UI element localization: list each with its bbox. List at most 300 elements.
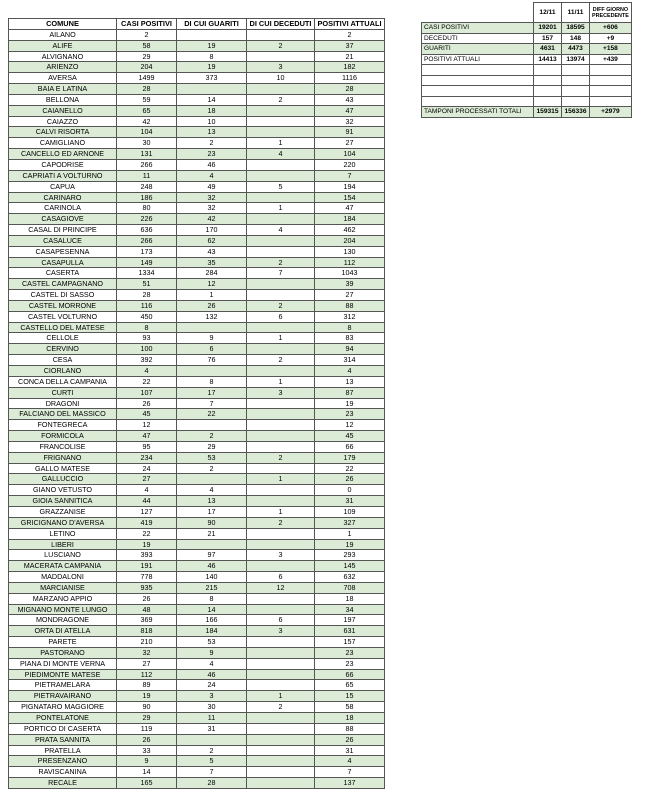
comune-cell: CASTEL CAMPAGNANO [9, 279, 117, 290]
positivi-attuali-cell: 19 [315, 539, 385, 550]
guariti-cell [177, 366, 247, 377]
positivi-attuali-cell: 66 [315, 441, 385, 452]
comune-cell: BAIA E LATINA [9, 84, 117, 95]
guariti-cell: 76 [177, 355, 247, 366]
summary-value-1 [534, 86, 562, 97]
comune-cell: CASAL DI PRINCIPE [9, 225, 117, 236]
summary-row [422, 23, 632, 34]
comune-cell: PRATELLA [9, 745, 117, 756]
table-row [9, 745, 385, 756]
guariti-cell: 32 [177, 192, 247, 203]
casi-positivi-cell: 26 [117, 734, 177, 745]
positivi-attuali-cell: 13 [315, 376, 385, 387]
comune-cell: CAIANELLO [9, 105, 117, 116]
casi-positivi-cell: 778 [117, 572, 177, 583]
comuni-table [8, 18, 385, 789]
deceduti-cell [247, 409, 315, 420]
positivi-attuali-cell: 22 [315, 463, 385, 474]
casi-positivi-cell: 58 [117, 40, 177, 51]
comune-cell: ORTA DI ATELLA [9, 626, 117, 637]
casi-positivi-cell: 419 [117, 517, 177, 528]
guariti-cell: 6 [177, 344, 247, 355]
deceduti-cell [247, 593, 315, 604]
guariti-cell: 9 [177, 333, 247, 344]
table-row [9, 322, 385, 333]
table-row [9, 387, 385, 398]
summary-value-2: 4473 [562, 44, 590, 55]
positivi-attuali-cell: 708 [315, 582, 385, 593]
summary-value-1: 157 [534, 33, 562, 44]
casi-positivi-cell: 95 [117, 441, 177, 452]
summary-diff [590, 96, 632, 107]
casi-positivi-cell: 22 [117, 528, 177, 539]
table-row [9, 539, 385, 550]
casi-positivi-cell: 191 [117, 561, 177, 572]
guariti-cell: 32 [177, 203, 247, 214]
comune-cell: CASTEL DI SASSO [9, 290, 117, 301]
table-row [9, 40, 385, 51]
casi-positivi-cell: 28 [117, 84, 177, 95]
summary-empty-row [422, 65, 632, 76]
table-row [9, 582, 385, 593]
casi-positivi-cell: 26 [117, 593, 177, 604]
positivi-attuali-cell: 28 [315, 84, 385, 95]
deceduti-cell [247, 366, 315, 377]
positivi-attuali-cell: 12 [315, 420, 385, 431]
summary-value-1 [534, 75, 562, 86]
casi-positivi-cell: 48 [117, 604, 177, 615]
guariti-cell: 26 [177, 300, 247, 311]
table-row [9, 84, 385, 95]
guariti-cell: 4 [177, 170, 247, 181]
positivi-attuali-cell: 2 [315, 29, 385, 40]
positivi-attuali-cell: 19 [315, 398, 385, 409]
table-row [9, 474, 385, 485]
casi-positivi-cell: 165 [117, 778, 177, 789]
deceduti-cell: 2 [247, 452, 315, 463]
deceduti-cell: 1 [247, 691, 315, 702]
deceduti-cell: 6 [247, 311, 315, 322]
table-row [9, 246, 385, 257]
positivi-attuali-cell: 31 [315, 745, 385, 756]
table-row [9, 528, 385, 539]
table-row [9, 723, 385, 734]
deceduti-cell [247, 485, 315, 496]
positivi-attuali-cell: 182 [315, 62, 385, 73]
comune-cell: CANCELLO ED ARNONE [9, 149, 117, 160]
casi-positivi-cell: 234 [117, 452, 177, 463]
comune-cell: LUSCIANO [9, 550, 117, 561]
comune-cell: MACERATA CAMPANIA [9, 561, 117, 572]
positivi-attuali-cell: 31 [315, 496, 385, 507]
deceduti-cell [247, 463, 315, 474]
summary-value-1 [534, 65, 562, 76]
table-row [9, 398, 385, 409]
positivi-attuali-cell: 179 [315, 452, 385, 463]
summary-value-2: 156336 [562, 107, 590, 118]
summary-label [422, 75, 534, 86]
casi-positivi-cell: 131 [117, 149, 177, 160]
casi-positivi-cell: 210 [117, 637, 177, 648]
comune-cell: PARETE [9, 637, 117, 648]
comune-cell: GIANO VETUSTO [9, 485, 117, 496]
guariti-cell: 10 [177, 116, 247, 127]
casi-positivi-cell: 266 [117, 159, 177, 170]
casi-positivi-cell: 59 [117, 94, 177, 105]
table-row [9, 235, 385, 246]
comune-cell: PIGNATARO MAGGIORE [9, 702, 117, 713]
positivi-attuali-cell: 145 [315, 561, 385, 572]
guariti-cell: 19 [177, 62, 247, 73]
comune-cell: FRIGNANO [9, 452, 117, 463]
guariti-cell: 43 [177, 246, 247, 257]
deceduti-cell [247, 290, 315, 301]
summary-diff: +158 [590, 44, 632, 55]
table-row [9, 767, 385, 778]
casi-positivi-cell: 80 [117, 203, 177, 214]
positivi-attuali-cell: 4 [315, 756, 385, 767]
table-row [9, 713, 385, 724]
table-row [9, 431, 385, 442]
table-row [9, 290, 385, 301]
casi-positivi-cell: 65 [117, 105, 177, 116]
guariti-cell: 19 [177, 40, 247, 51]
summary-value-1: 159315 [534, 107, 562, 118]
positivi-attuali-cell: 15 [315, 691, 385, 702]
table-row [9, 214, 385, 225]
deceduti-cell [247, 713, 315, 724]
comune-cell: GRICIGNANO D'AVERSA [9, 517, 117, 528]
casi-positivi-cell: 12 [117, 420, 177, 431]
guariti-cell [177, 474, 247, 485]
casi-positivi-cell: 14 [117, 767, 177, 778]
summary-row [422, 44, 632, 55]
casi-positivi-cell: 42 [117, 116, 177, 127]
table-row [9, 127, 385, 138]
positivi-attuali-cell: 327 [315, 517, 385, 528]
table-row [9, 105, 385, 116]
casi-positivi-cell: 32 [117, 647, 177, 658]
table-row [9, 756, 385, 767]
positivi-attuali-cell: 194 [315, 181, 385, 192]
casi-positivi-cell: 90 [117, 702, 177, 713]
casi-positivi-cell: 24 [117, 463, 177, 474]
summary-value-1: 4631 [534, 44, 562, 55]
comune-cell: CASTEL MORRONE [9, 300, 117, 311]
casi-positivi-cell: 44 [117, 496, 177, 507]
deceduti-cell: 1 [247, 203, 315, 214]
guariti-cell: 90 [177, 517, 247, 528]
guariti-cell: 30 [177, 702, 247, 713]
casi-positivi-cell: 392 [117, 355, 177, 366]
guariti-cell [177, 734, 247, 745]
comune-cell: DRAGONI [9, 398, 117, 409]
comune-cell: PORTICO DI CASERTA [9, 723, 117, 734]
deceduti-cell [247, 767, 315, 778]
table-row [9, 51, 385, 62]
table-row [9, 94, 385, 105]
guariti-cell [177, 29, 247, 40]
comune-cell: PIANA DI MONTE VERNA [9, 658, 117, 669]
table-row [9, 29, 385, 40]
table-row [9, 420, 385, 431]
casi-positivi-cell: 27 [117, 658, 177, 669]
summary-value-2 [562, 86, 590, 97]
comune-cell: CIORLANO [9, 366, 117, 377]
deceduti-cell [247, 539, 315, 550]
comune-cell: GIOIA SANNITICA [9, 496, 117, 507]
table-row [9, 181, 385, 192]
guariti-cell: 184 [177, 626, 247, 637]
positivi-attuali-cell: 631 [315, 626, 385, 637]
positivi-attuali-cell: 314 [315, 355, 385, 366]
comune-cell: GRAZZANISE [9, 506, 117, 517]
comune-cell: CAMIGLIANO [9, 138, 117, 149]
deceduti-cell: 7 [247, 268, 315, 279]
table-row [9, 626, 385, 637]
deceduti-cell [247, 398, 315, 409]
deceduti-cell: 1 [247, 138, 315, 149]
table-row [9, 311, 385, 322]
casi-positivi-cell: 116 [117, 300, 177, 311]
guariti-cell: 23 [177, 149, 247, 160]
comune-cell: CASTELLO DEL MATESE [9, 322, 117, 333]
positivi-attuali-cell: 26 [315, 474, 385, 485]
comune-cell: CASAPESENNA [9, 246, 117, 257]
summary-diff: +606 [590, 23, 632, 34]
positivi-attuali-cell: 112 [315, 257, 385, 268]
positivi-attuali-cell: 1043 [315, 268, 385, 279]
guariti-cell: 2 [177, 431, 247, 442]
deceduti-cell [247, 647, 315, 658]
casi-positivi-cell: 173 [117, 246, 177, 257]
deceduti-cell [247, 105, 315, 116]
deceduti-cell: 6 [247, 572, 315, 583]
deceduti-cell: 1 [247, 474, 315, 485]
guariti-cell: 373 [177, 73, 247, 84]
casi-positivi-cell: 33 [117, 745, 177, 756]
casi-positivi-cell: 107 [117, 387, 177, 398]
summary-empty-row [422, 75, 632, 86]
guariti-cell: 31 [177, 723, 247, 734]
guariti-cell [177, 420, 247, 431]
comune-cell: CARINARO [9, 192, 117, 203]
table-row [9, 506, 385, 517]
positivi-attuali-cell: 8 [315, 322, 385, 333]
guariti-cell: 49 [177, 181, 247, 192]
comune-cell: AVERSA [9, 73, 117, 84]
summary-diff [590, 75, 632, 86]
casi-positivi-cell: 45 [117, 409, 177, 420]
summary-value-2: 13974 [562, 54, 590, 65]
casi-positivi-cell: 19 [117, 539, 177, 550]
positivi-attuali-cell: 91 [315, 127, 385, 138]
deceduti-cell: 2 [247, 40, 315, 51]
guariti-cell: 13 [177, 496, 247, 507]
table-row [9, 257, 385, 268]
table-row [9, 333, 385, 344]
guariti-cell: 46 [177, 669, 247, 680]
casi-positivi-cell: 26 [117, 398, 177, 409]
positivi-attuali-cell: 43 [315, 94, 385, 105]
comune-cell: PIEDIMONTE MATESE [9, 669, 117, 680]
summary-value-2 [562, 75, 590, 86]
positivi-attuali-cell: 7 [315, 767, 385, 778]
positivi-attuali-cell: 632 [315, 572, 385, 583]
table-row [9, 778, 385, 789]
positivi-attuali-cell: 4 [315, 366, 385, 377]
table-row [9, 463, 385, 474]
deceduti-cell [247, 344, 315, 355]
comune-cell: CASERTA [9, 268, 117, 279]
casi-positivi-cell: 47 [117, 431, 177, 442]
positivi-attuali-cell: 104 [315, 149, 385, 160]
table-row [9, 658, 385, 669]
summary-row [422, 54, 632, 65]
positivi-attuali-cell: 184 [315, 214, 385, 225]
casi-positivi-cell: 248 [117, 181, 177, 192]
table-row [9, 116, 385, 127]
comune-cell: RECALE [9, 778, 117, 789]
table-row [9, 268, 385, 279]
guariti-cell: 24 [177, 680, 247, 691]
deceduti-cell [247, 496, 315, 507]
summary-label [422, 65, 534, 76]
positivi-attuali-cell: 204 [315, 235, 385, 246]
positivi-attuali-cell: 34 [315, 604, 385, 615]
summary-empty-row [422, 96, 632, 107]
guariti-cell: 8 [177, 376, 247, 387]
deceduti-cell: 2 [247, 702, 315, 713]
deceduti-cell [247, 723, 315, 734]
comune-cell: AILANO [9, 29, 117, 40]
comune-cell: CAPODRISE [9, 159, 117, 170]
deceduti-cell [247, 235, 315, 246]
guariti-cell: 284 [177, 268, 247, 279]
table-row [9, 409, 385, 420]
guariti-cell: 4 [177, 658, 247, 669]
table-row [9, 669, 385, 680]
header-comune: COMUNE [9, 19, 117, 30]
comune-cell: ALVIGNANO [9, 51, 117, 62]
positivi-attuali-cell: 130 [315, 246, 385, 257]
casi-positivi-cell: 204 [117, 62, 177, 73]
summary-diff: +9 [590, 33, 632, 44]
guariti-cell: 132 [177, 311, 247, 322]
summary-label [422, 96, 534, 107]
positivi-attuali-cell: 21 [315, 51, 385, 62]
header-casi-positivi: CASI POSITIVI [117, 19, 177, 30]
casi-positivi-cell: 226 [117, 214, 177, 225]
guariti-cell: 62 [177, 235, 247, 246]
tamponi-row [422, 107, 632, 118]
positivi-attuali-cell: 66 [315, 669, 385, 680]
comune-cell: BELLONA [9, 94, 117, 105]
deceduti-cell: 10 [247, 73, 315, 84]
guariti-cell: 35 [177, 257, 247, 268]
guariti-cell: 3 [177, 691, 247, 702]
deceduti-cell: 6 [247, 615, 315, 626]
table-row [9, 496, 385, 507]
summary-label: DECEDUTI [422, 33, 534, 44]
deceduti-cell [247, 322, 315, 333]
comune-cell: CASAPULLA [9, 257, 117, 268]
comune-cell: ARIENZO [9, 62, 117, 73]
guariti-cell: 4 [177, 485, 247, 496]
table-row [9, 691, 385, 702]
table-row [9, 73, 385, 84]
positivi-attuali-cell: 23 [315, 409, 385, 420]
comune-cell: GALLUCCIO [9, 474, 117, 485]
casi-positivi-cell: 393 [117, 550, 177, 561]
casi-positivi-cell: 119 [117, 723, 177, 734]
positivi-attuali-cell: 157 [315, 637, 385, 648]
table-row [9, 159, 385, 170]
positivi-attuali-cell: 293 [315, 550, 385, 561]
table-row [9, 203, 385, 214]
guariti-cell: 170 [177, 225, 247, 236]
deceduti-cell [247, 680, 315, 691]
casi-positivi-cell: 636 [117, 225, 177, 236]
positivi-attuali-cell: 109 [315, 506, 385, 517]
table-row [9, 572, 385, 583]
casi-positivi-cell: 186 [117, 192, 177, 203]
header-di-cui-guariti: DI CUI GUARITI [177, 19, 247, 30]
casi-positivi-cell: 100 [117, 344, 177, 355]
guariti-cell: 46 [177, 159, 247, 170]
comune-cell: FONTEGRECA [9, 420, 117, 431]
deceduti-cell: 1 [247, 333, 315, 344]
comune-cell: LIBERI [9, 539, 117, 550]
positivi-attuali-cell: 47 [315, 105, 385, 116]
guariti-cell: 17 [177, 387, 247, 398]
deceduti-cell [247, 159, 315, 170]
comune-cell: PRATA SANNITA [9, 734, 117, 745]
summary-diff [590, 65, 632, 76]
casi-positivi-cell: 19 [117, 691, 177, 702]
comune-cell: PRESENZANO [9, 756, 117, 767]
deceduti-cell [247, 745, 315, 756]
guariti-cell [177, 539, 247, 550]
comune-cell: CESA [9, 355, 117, 366]
comune-cell: PIETRAMELARA [9, 680, 117, 691]
table-row [9, 279, 385, 290]
deceduti-cell: 1 [247, 376, 315, 387]
deceduti-cell: 2 [247, 300, 315, 311]
comune-cell: PASTORANO [9, 647, 117, 658]
deceduti-cell: 3 [247, 626, 315, 637]
summary-value-2: 18595 [562, 23, 590, 34]
summary-value-1: 14413 [534, 54, 562, 65]
positivi-attuali-cell: 94 [315, 344, 385, 355]
guariti-cell: 18 [177, 105, 247, 116]
positivi-attuali-cell: 137 [315, 778, 385, 789]
comune-cell: FORMICOLA [9, 431, 117, 442]
guariti-cell: 11 [177, 713, 247, 724]
summary-header-blank [422, 3, 534, 23]
casi-positivi-cell: 29 [117, 713, 177, 724]
guariti-cell [177, 84, 247, 95]
comune-cell: GALLO MATESE [9, 463, 117, 474]
guariti-cell: 5 [177, 756, 247, 767]
positivi-attuali-cell: 462 [315, 225, 385, 236]
casi-positivi-cell: 4 [117, 366, 177, 377]
table-row [9, 62, 385, 73]
guariti-cell: 7 [177, 767, 247, 778]
comune-cell: CURTI [9, 387, 117, 398]
guariti-cell: 140 [177, 572, 247, 583]
guariti-cell: 9 [177, 647, 247, 658]
